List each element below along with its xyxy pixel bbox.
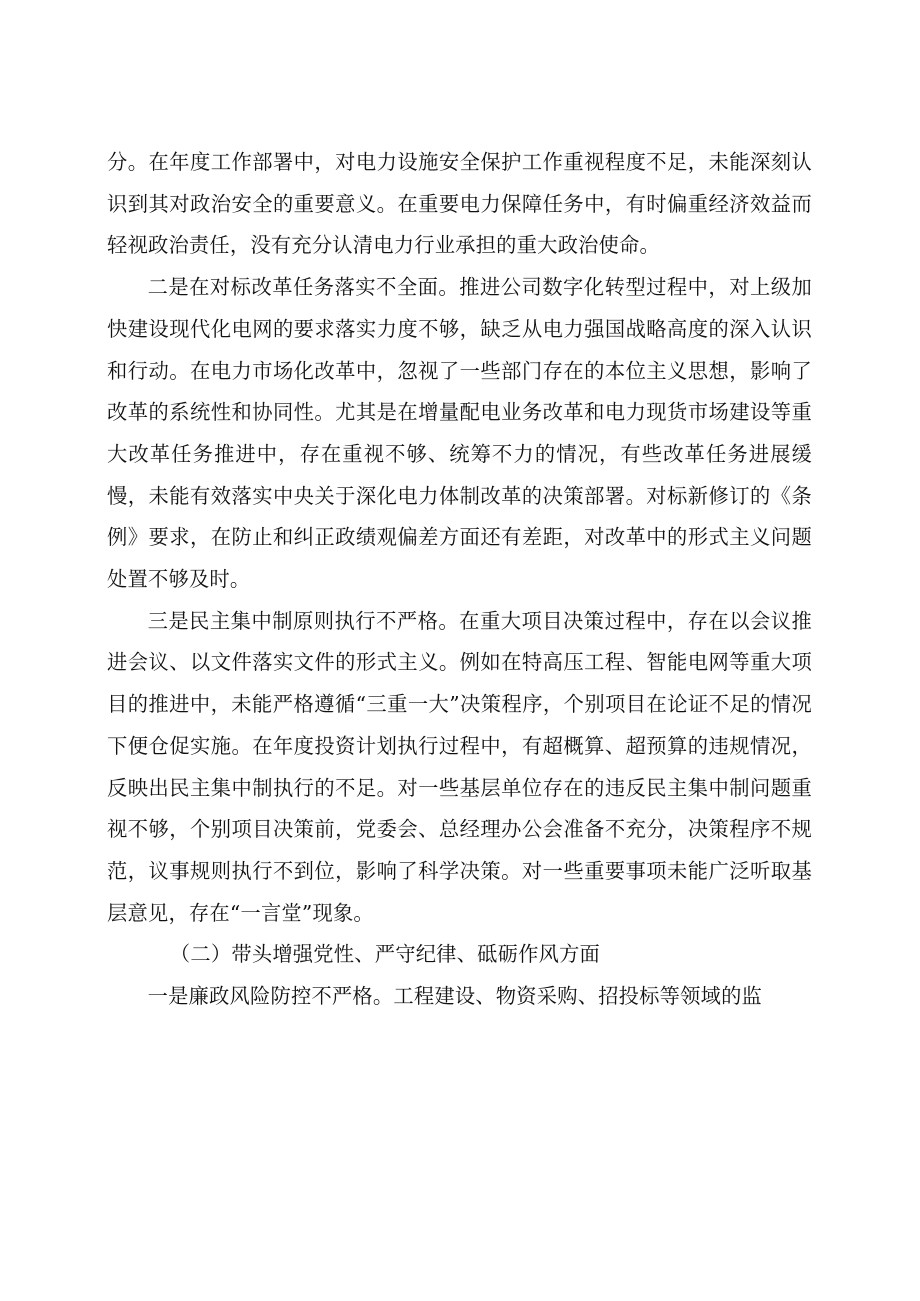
document-body (107, 142, 812, 1018)
paragraph-continuation: 分。在年度工作部署中，对电力设施安全保护工作重视程度不足，未能深刻认识到其对政治安全的重要意义。在重要电力保障任务中，有时偏重经济效益而轻视政治责任，没有充分认清电力行业承担的重大政治使命。 (107, 150, 812, 258)
section-heading: （二）带头增强党性、严守纪律、砥砺作风方面 (169, 942, 601, 967)
paragraph-point-two: 二是在对标改革任务落实不全面。推进公司数字化转型过程中，对上级加快建设现代化电网的要求落实力度不够，缺乏从电力强国战略高度的深入认识和行动。在电力市场化改革中，忽视了一些部门存在的本位主义思想，影响了改革的系统性和协同性。尤其是在增量配电业务改革和电力现货市场建设等重大改革任务推进中，存在重视不够、统筹不力的情况，有些改革任务进展缓慢，未能有效落实中央关于深化电力体制改革的决策部署。对标新修订的《条例》要求，在防止和纠正政绩观偏差方面还有差距，对改革中的形式主义问题处置不够及时。 (107, 275, 812, 592)
paragraph-point-three: 三是民主集中制原则执行不严格。在重大项目决策过程中，存在以会议推进会议、以文件落实文件的形式主义。例如在特高压工程、智能电网等重大项目的推进中，未能严格遵循“三重一大”决策程序，个别项目在论证不足的情况下便仓促实施。在年度投资计划执行过程中，有超概算、超预算的违规情况，反映出民主集中制执行的不足。对一些基层单位存在的违反民主集中制问题重视不够，个别项目决策前，党委会、总经理办公会准备不充分，决策程序不规范，议事规则执行不到位，影响了科学决策。对一些重要事项未能广泛听取基层意见，存在“一言堂”现象。 (107, 608, 812, 925)
paragraph-point-one-integrity: 一是廉政风险防控不严格。工程建设、物资采购、招投标等领域的监 (147, 984, 763, 1009)
